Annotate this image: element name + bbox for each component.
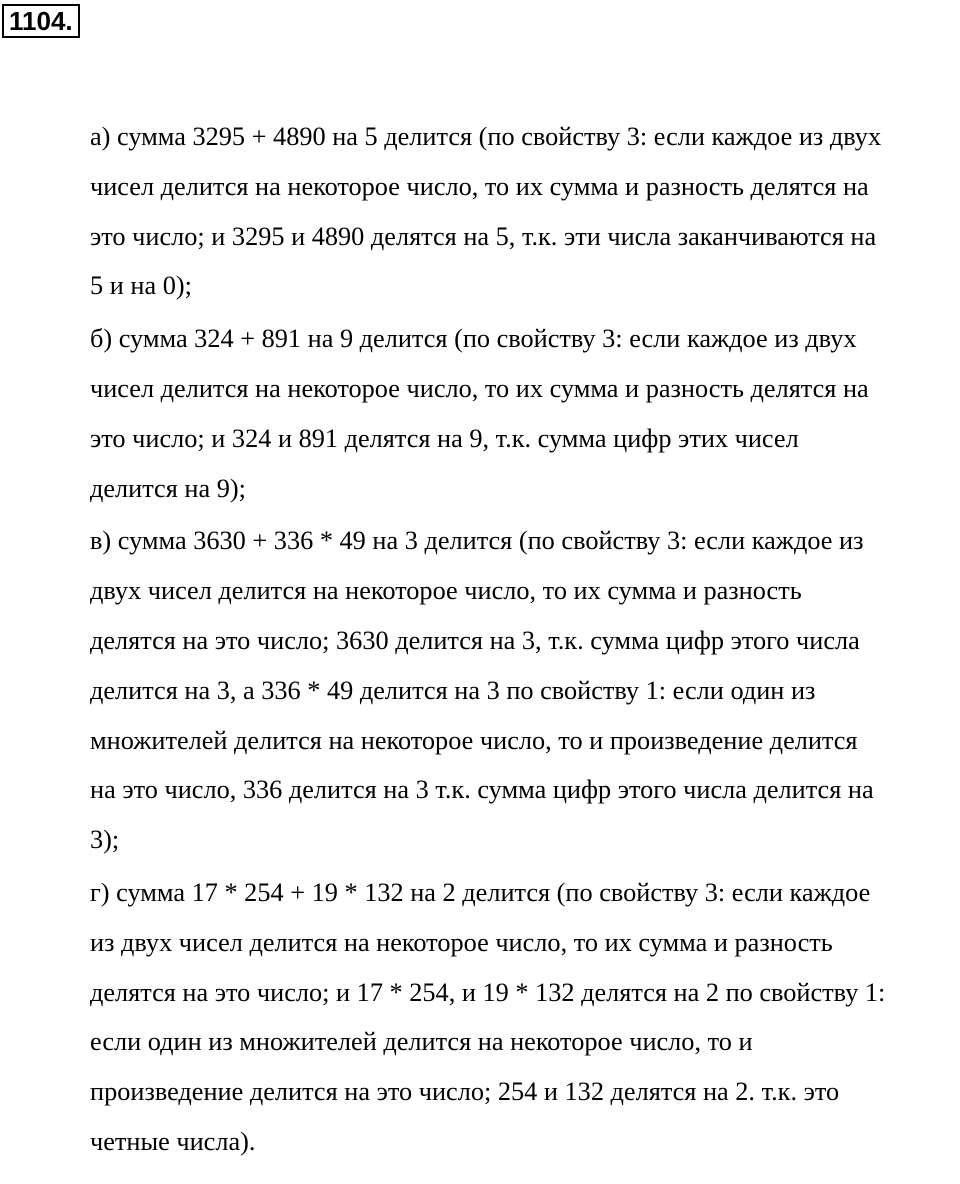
paragraph-v [90, 516, 958, 865]
text-line: 3); [90, 825, 120, 855]
text-line: б) сумма 324 + 891 на 9 делится (по свойству 3: если каждое из двух [90, 324, 857, 354]
text-line: делятся на это число; и 17 * 254, и 19 * 132 делятся на 2 по свойству 1: [90, 977, 886, 1007]
text-line: на это число, 336 делится на 3 т.к. сумма цифр этого числа делится на [90, 775, 874, 805]
text-line: делятся на это число; 3630 делится на 3, т.к. сумма цифр этого числа [90, 625, 860, 655]
text-line: в) сумма 3630 + 336 * 49 на 3 делится (по свойству 3: если каждое из [90, 526, 864, 556]
text-line: произведение делится на это число; 254 и 132 делятся на 2. т.к. это [90, 1077, 840, 1107]
text-line: это число; и 3295 и 4890 делятся на 5, т.к. эти числа заканчиваются на [90, 221, 877, 251]
paragraph-b [90, 314, 958, 513]
text-line: если один из множителей делится на некоторое число, то и [90, 1027, 753, 1057]
text-line: чисел делится на некоторое число, то их сумма и разность делятся на [90, 171, 869, 201]
text-line: множителей делится на некоторое число, то и произведение делится [90, 725, 858, 755]
paragraph-a [90, 112, 958, 311]
paragraph-g [90, 868, 958, 1167]
text-line: а) сумма 3295 + 4890 на 5 делится (по свойству 3: если каждое из двух [90, 122, 882, 151]
text-line: четные числа). [90, 1126, 256, 1156]
text-line: делится на 9); [90, 473, 246, 503]
text-line: г) сумма 17 * 254 + 19 * 132 на 2 делится (по свойству 3: если каждое [90, 877, 871, 907]
text-line: двух чисел делится на некоторое число, то их сумма и разность [90, 576, 802, 606]
text-line: из двух чисел делится на некоторое число, то их сумма и разность [90, 927, 833, 957]
text-line: делится на 3, а 336 * 49 делится на 3 по свойству 1: если один из [90, 675, 816, 705]
text-line: чисел делится на некоторое число, то их сумма и разность делятся на [90, 373, 869, 403]
problem-number: 1104. [2, 4, 80, 38]
text-line: это число; и 324 и 891 делятся на 9, т.к. сумма цифр этих чисел [90, 423, 799, 453]
solution-text [90, 112, 958, 1167]
text-line: 5 и на 0); [90, 271, 192, 301]
